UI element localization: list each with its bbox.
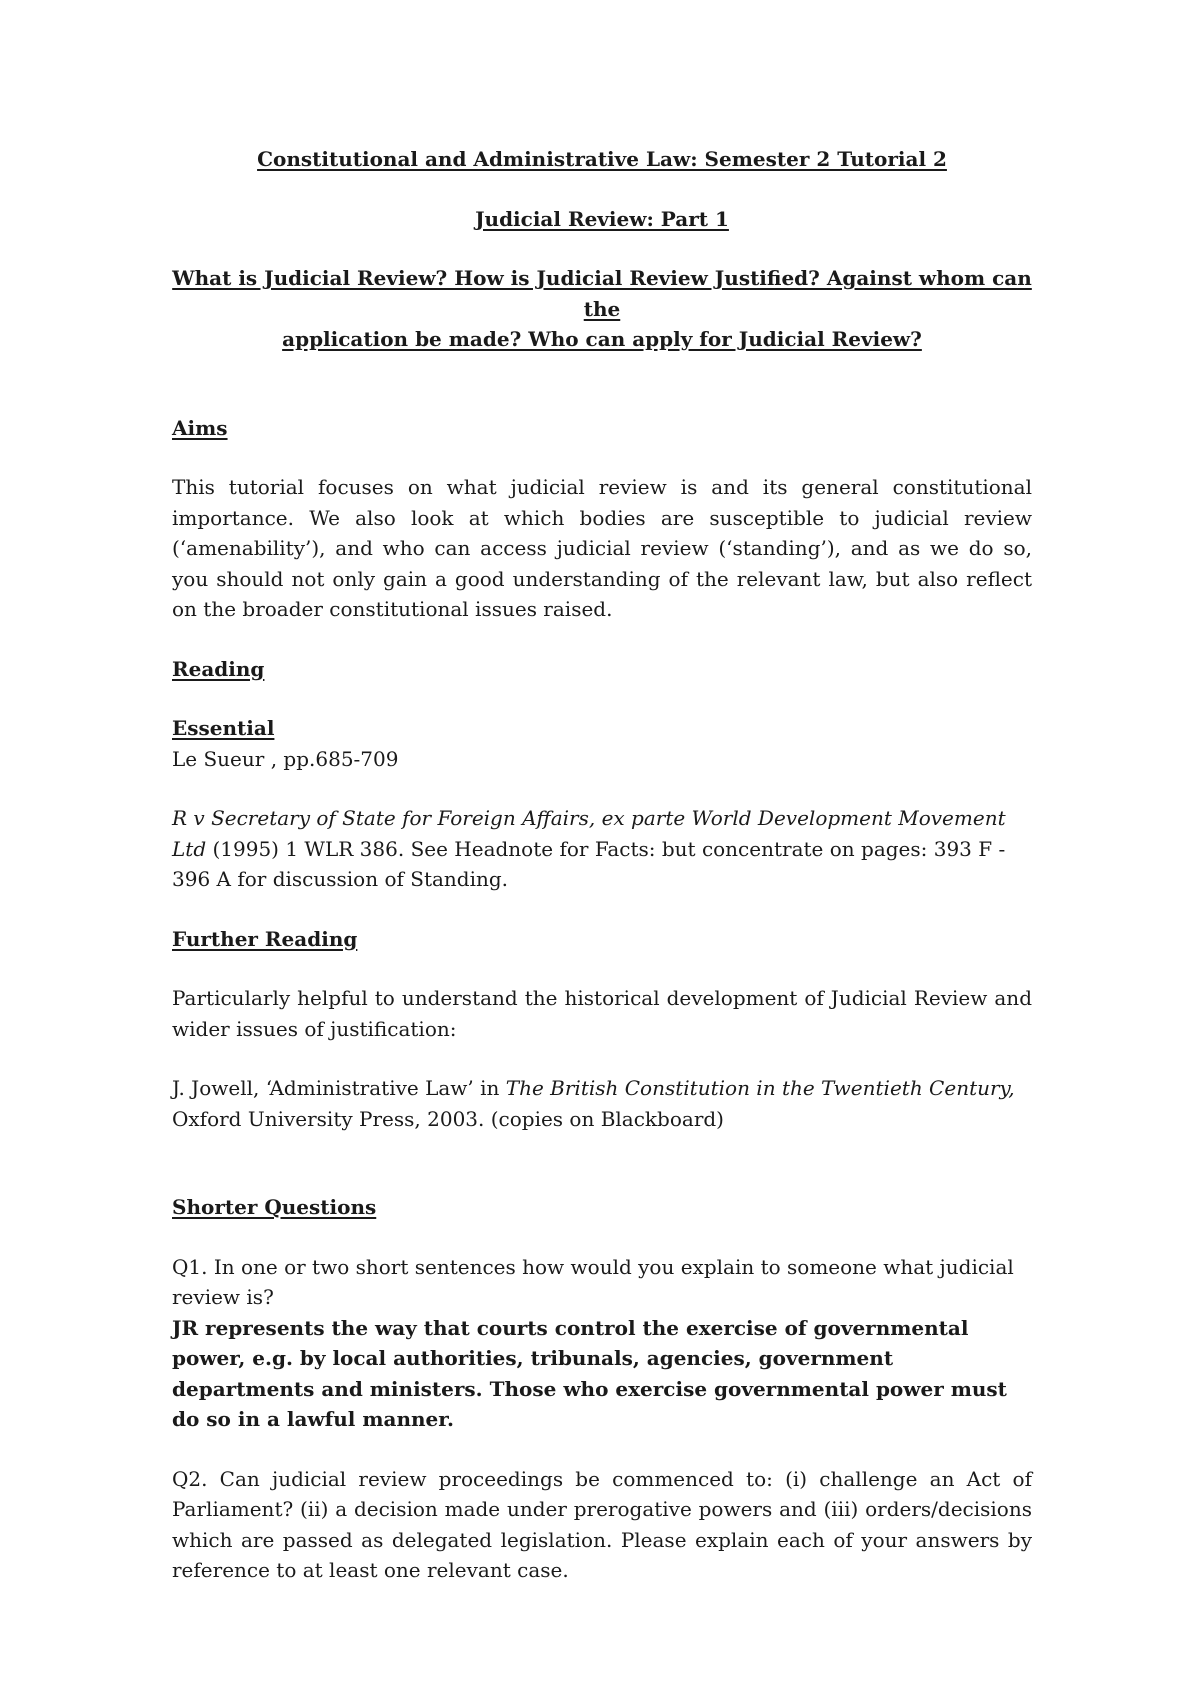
aims-heading: Aims	[172, 415, 228, 440]
questions-heading-line2: application be made? Who can apply for Judicial Review?	[282, 327, 922, 351]
case-citation: (1995) 1 WLR 386. See Headnote for Facts: but concentrate on pages: 393 F - 396 A for discussion of Standing.	[172, 836, 1006, 891]
further-reading-intro: Particularly helpful to understand the historical development of Judicial Review and wider issues of justification:	[172, 986, 1032, 1041]
document-title: Constitutional and Administrative Law: Semester 2 Tutorial 2	[257, 147, 947, 171]
reference-title: The British Constitution in the Twentieth Century,	[505, 1076, 1015, 1100]
reference-author: J. Jowell, ‘Administrative Law’ in	[172, 1076, 506, 1100]
document-body	[172, 144, 1032, 1586]
aims-body: This tutorial focuses on what judicial review is and its general constitutional importance. We also look at which bodies are susceptible to judicial review (‘amenability’), and who can access judicial review (‘standing’), and as we do so, you should not only gain a good understanding of the relevant law, but also reflect on the broader constitutional issues raised.	[172, 475, 1032, 621]
essential-item-le-sueur: Le Sueur , pp.685-709	[172, 746, 399, 771]
further-reading-reference	[172, 1073, 1032, 1134]
essential-heading: Essential	[172, 716, 275, 740]
question-2: Q2. Can judicial review proceedings be commenced to: (i) challenge an Act of Parliament? (ii) a decision made under prerogative powers and (iii) orders/decisions which are passed as delegated legislation. Please explain each of your answers by reference to at least one relevant case.	[172, 1466, 1032, 1582]
essential-item-case	[172, 803, 1032, 895]
answer-1: JR represents the way that courts control the exercise of governmental power, e.g. by local authorities, tribunals, agencies, government departments and ministers. Those who exercise governmental power must do so in a lawful manner.	[172, 1315, 1007, 1431]
shorter-questions-heading: Shorter Questions	[172, 1195, 377, 1219]
reference-publisher: Oxford University Press, 2003. (copies on Blackboard)	[172, 1106, 724, 1131]
case-title: R v Secretary of State for Foreign Affairs, ex parte World Development Movement Ltd	[172, 806, 1006, 861]
further-reading-heading: Further Reading	[172, 926, 358, 951]
question-1: Q1. In one or two short sentences how would you explain to someone what judicial review is?	[172, 1254, 1014, 1309]
questions-heading-line1: What is Judicial Review? How is Judicial Review Justified? Against whom can the	[172, 266, 1032, 321]
document-subtitle: Judicial Review: Part 1	[475, 206, 729, 231]
reading-heading: Reading	[172, 656, 265, 681]
